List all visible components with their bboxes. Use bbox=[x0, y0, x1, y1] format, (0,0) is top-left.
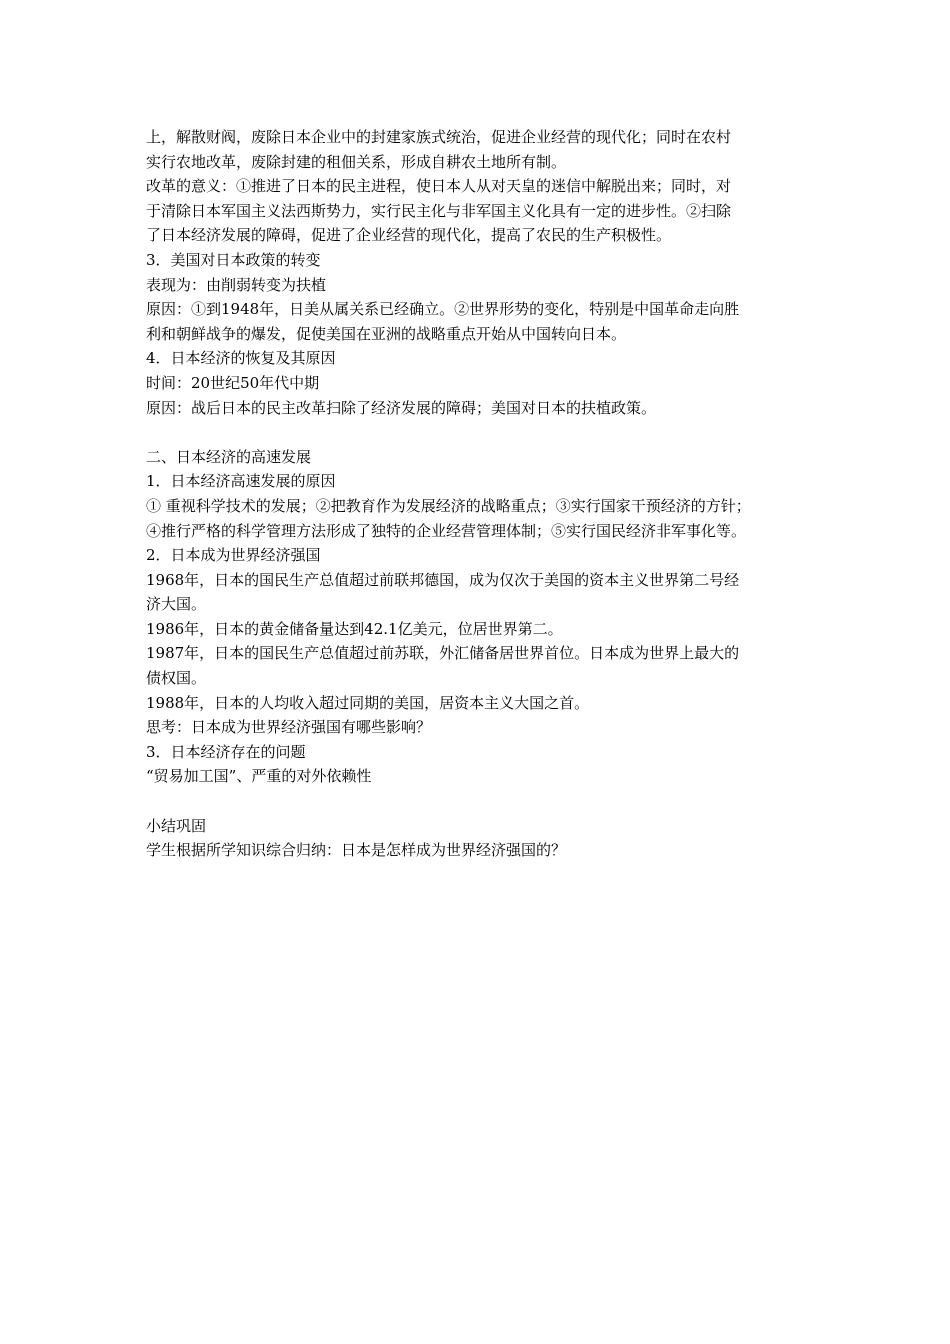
chapter-heading: 二、日本经济的高速发展 bbox=[146, 447, 312, 466]
document-body bbox=[146, 125, 811, 863]
text-line: 实行农地改革，废除封建的租佃关系，形成自耕农土地所有制。 bbox=[146, 152, 567, 171]
text-line: 债权国。 bbox=[146, 669, 207, 688]
text-line: 1988年，日本的人均收入超过同期的美国，居资本主义大国之首。 bbox=[146, 693, 590, 712]
blank-line bbox=[146, 789, 811, 814]
text-line: 原因：战后日本的民主改革扫除了经济发展的障碍；美国对日本的扶植政策。 bbox=[146, 398, 657, 417]
text-line: 上，解散财阀，废除日本企业中的封建家族式统治，促进企业经营的现代化；同时在农村 bbox=[146, 128, 732, 146]
text-line: 济大国。 bbox=[146, 595, 207, 614]
section-heading: 1．日本经济高速发展的原因 bbox=[146, 472, 336, 491]
text-line: 思考：日本成为世界经济强国有哪些影响？ bbox=[146, 718, 432, 737]
text-line: 利和朝鲜战争的爆发，促使美国在亚洲的战略重点开始从中国转向日本。 bbox=[146, 324, 627, 343]
text-line: 表现为：由削弱转变为扶植 bbox=[146, 275, 327, 294]
text-line: 1987年，日本的国民生产总值超过前苏联，外汇储备居世界首位。日本成为世界上最大的 bbox=[146, 644, 740, 663]
text-line: ① 重视科学技术的发展；②把教育作为发展经济的战略重点；③实行国家干预经济的方针； bbox=[146, 496, 751, 515]
section-heading: 3．美国对日本政策的转变 bbox=[146, 250, 321, 269]
summary-heading: 小结巩固 bbox=[146, 816, 207, 835]
text-line: “贸易加工国”、严重的对外依赖性 bbox=[146, 767, 372, 786]
text-line: ④推行严格的科学管理方法形成了独特的企业经营管理体制；⑤实行国民经济非军事化等。 bbox=[146, 521, 747, 540]
text-line: 原因：①到1948年，日美从属关系已经确立。②世界形势的变化，特别是中国革命走向胜 bbox=[146, 300, 740, 319]
section-heading: 4．日本经济的恢复及其原因 bbox=[146, 349, 336, 368]
text-line: 时间：20世纪50年代中期 bbox=[146, 373, 320, 392]
section-heading: 2．日本成为世界经济强国 bbox=[146, 546, 321, 565]
text-line: 了日本经济发展的障碍，促进了企业经营的现代化，提高了农民的生产积极性。 bbox=[146, 226, 672, 245]
text-line: 于清除日本军国主义法西斯势力，实行民主化与非军国主义化具有一定的进步性。②扫除 bbox=[146, 201, 732, 220]
text-line: 1968年，日本的国民生产总值超过前联邦德国，成为仅次于美国的资本主义世界第二号经 bbox=[146, 570, 740, 589]
text-line: 改革的意义：①推进了日本的民主进程，使日本人从对天皇的迷信中解脱出来；同时，对 bbox=[146, 177, 732, 196]
section-heading: 3．日本经济存在的问题 bbox=[146, 742, 306, 761]
text-line: 学生根据所学知识综合归纳：日本是怎样成为世界经济强国的？ bbox=[146, 841, 567, 860]
text-line: 1986年，日本的黄金储备量达到42.1亿美元，位居世界第二。 bbox=[146, 619, 563, 638]
blank-line bbox=[146, 420, 811, 445]
